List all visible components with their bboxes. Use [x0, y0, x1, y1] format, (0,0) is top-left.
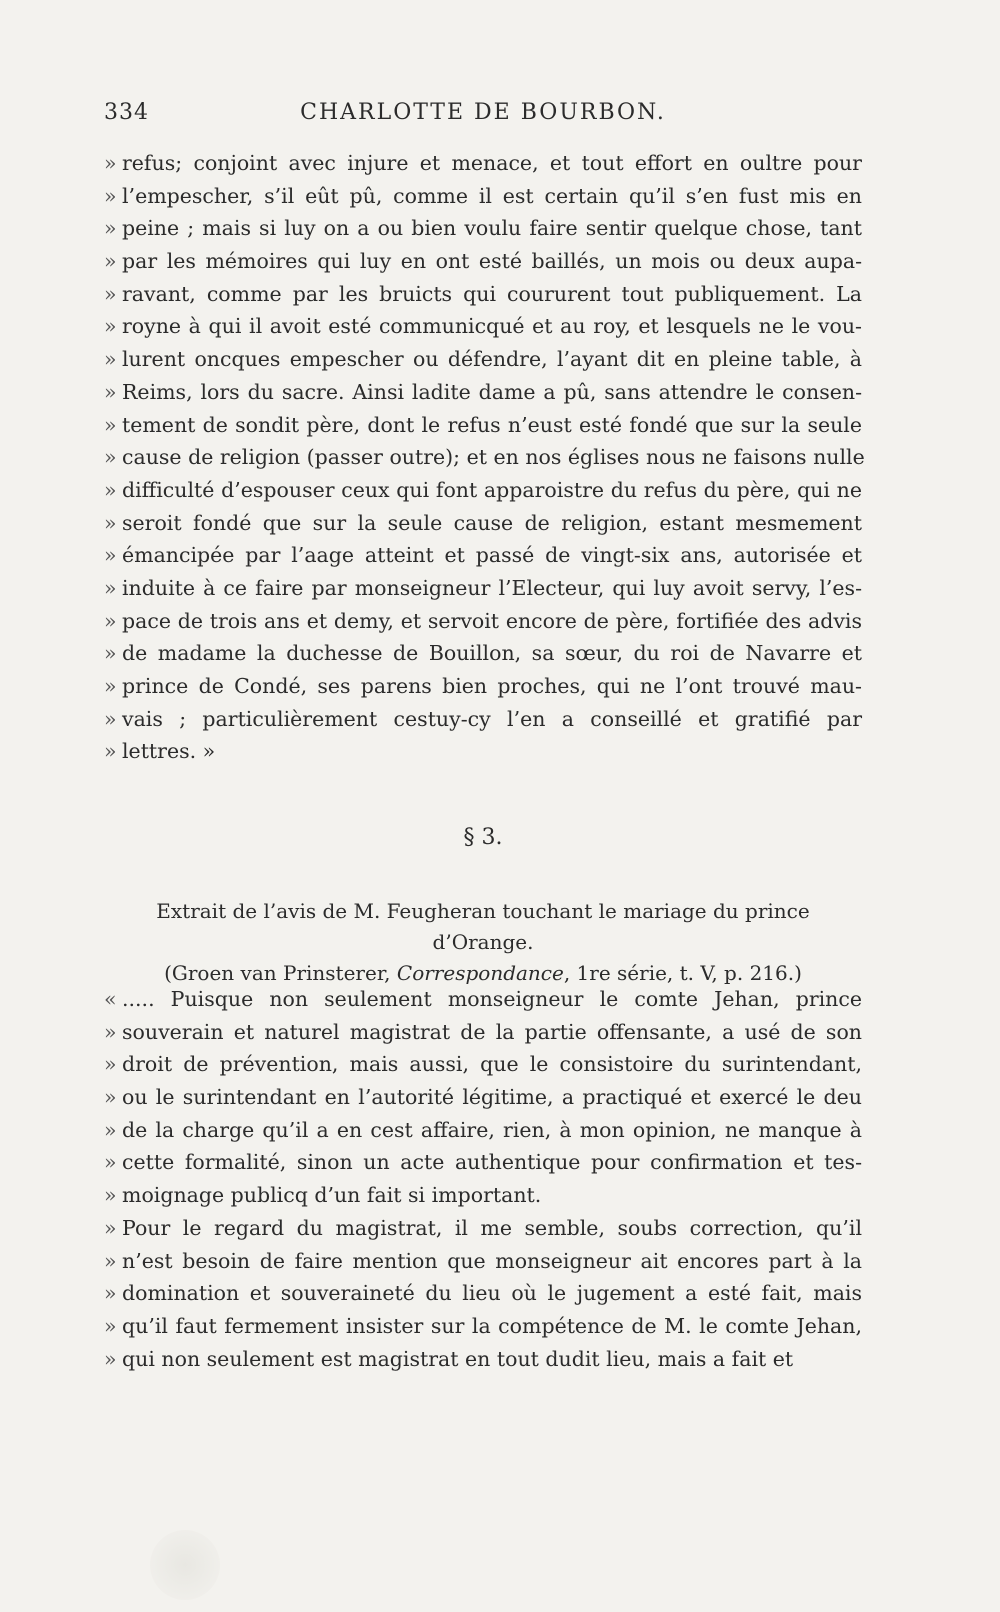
line-text: cause de religion (passer outre); et en nos églises nous ne faisons nulle: [122, 445, 865, 470]
text-line: [104, 735, 862, 768]
quote-mark: »: [104, 1281, 117, 1306]
text-line: [104, 1245, 862, 1278]
quote-mark: »: [104, 249, 117, 274]
text-line: [104, 1081, 862, 1114]
quote-mark: »: [104, 641, 117, 666]
text-line: [104, 1179, 862, 1212]
quote-mark: »: [104, 1052, 117, 1077]
line-text: prince de Condé, ses parens bien proches, qui ne l’ont trouvé mau-: [122, 674, 862, 698]
quoted-passage-1: [104, 147, 865, 768]
quote-mark: »: [104, 1346, 117, 1371]
line-text: Pour le regard du magistrat, il me semble, soubs correction, qu’il: [122, 1215, 862, 1240]
caption-source: (Groen van Prinsterer,: [164, 961, 397, 985]
caption-line-1: Extrait de l’avis de M. Feugheran touchant le mariage du prince d’Orange.: [156, 899, 810, 954]
caption-work-title: Correspondance: [396, 961, 564, 985]
line-text: induite à ce faire par monseigneur l’Electeur, qui luy avoit servy, l’es-: [122, 575, 862, 600]
quote-mark: »: [104, 1313, 117, 1338]
line-text: pace de trois ans et demy, et servoit encore de père, fortifiée des advis: [122, 608, 862, 633]
text-line: [104, 1114, 862, 1147]
text-line: [104, 147, 862, 180]
line-text: ..... Puisque non seulement monseigneur le comte Jehan, prince: [122, 987, 862, 1011]
text-line: [104, 474, 862, 507]
line-text: n’est besoin de faire mention que monseigneur ait encores part à la: [122, 1248, 862, 1273]
line-text: lettres. »: [122, 739, 216, 764]
quote-mark: »: [104, 151, 117, 175]
line-text: ou le surintendant en l’autorité légitime, a practiqué et exercé le deu: [122, 1085, 862, 1110]
quote-mark: »: [104, 739, 117, 764]
paper-stain: [150, 1530, 220, 1600]
quote-mark: »: [104, 1215, 117, 1240]
line-text: royne à qui il avoit esté communicqué et au roy, et lesquels ne le vou-: [122, 314, 862, 339]
text-line: [104, 703, 862, 736]
text-line: [104, 1277, 862, 1310]
quote-mark: »: [104, 1117, 117, 1142]
line-text: l’empescher, s’il eût pû, comme il est certain qu’il s’en fust mis en: [122, 183, 862, 208]
quote-mark: »: [104, 379, 117, 404]
text-line: [104, 539, 862, 572]
line-text: ravant, comme par les bruicts qui coururent tout publiquement. La: [122, 281, 862, 306]
text-line: [104, 670, 862, 703]
text-line: [104, 1310, 862, 1343]
text-line: [104, 1048, 862, 1081]
quote-mark: »: [104, 216, 117, 241]
quote-mark: »: [104, 674, 117, 698]
quote-mark: «: [104, 987, 117, 1011]
quote-mark: »: [104, 183, 117, 208]
line-text: cette formalité, sinon un acte authentique pour confirmation et tes-: [122, 1150, 862, 1175]
quote-mark: »: [104, 1183, 117, 1208]
line-text: lurent oncques empescher ou défendre, l’ayant dit en pleine table, à: [122, 347, 862, 372]
quote-mark: »: [104, 347, 117, 372]
text-line: [104, 605, 862, 638]
line-text: droit de prévention, mais aussi, que le consistoire du surintendant,: [122, 1052, 862, 1077]
text-line: [104, 572, 862, 605]
section-caption: [104, 896, 862, 989]
text-line: [104, 376, 862, 409]
text-line: [104, 310, 862, 343]
quote-mark: »: [104, 1019, 117, 1044]
quote-mark: »: [104, 1085, 117, 1110]
line-text: tement de sondit père, dont le refus n’eust esté fondé que sur la seule: [122, 412, 862, 437]
text-line: [104, 637, 862, 670]
line-text: moignage publicq d’un fait si important.: [122, 1183, 542, 1208]
caption-reference: , 1re série, t. V, p. 216.): [563, 961, 802, 985]
text-line: [104, 441, 865, 474]
line-text: domination et souveraineté du lieu où le jugement a esté fait, mais: [122, 1281, 862, 1306]
line-text: qu’il faut fermement insister sur la compétence de M. le comte Jehan,: [122, 1313, 862, 1338]
line-text: vais ; particulièrement cestuy-cy l’en a conseillé et gratifié par: [122, 706, 862, 731]
quote-mark: »: [104, 1248, 117, 1273]
line-text: émancipée par l’aage atteint et passé de vingt-six ans, autorisée et: [122, 543, 862, 568]
running-header: [104, 100, 862, 136]
quote-mark: »: [104, 575, 117, 600]
running-title: CHARLOTTE DE BOURBON.: [300, 100, 666, 125]
text-line: [104, 507, 862, 540]
quote-mark: »: [104, 510, 117, 535]
text-line: [104, 245, 862, 278]
line-text: de madame la duchesse de Bouillon, sa sœur, du roi de Navarre et: [122, 641, 862, 666]
quote-mark: »: [104, 477, 117, 502]
quote-mark: »: [104, 281, 117, 306]
line-text: seroit fondé que sur la seule cause de religion, estant mesmement: [122, 510, 862, 535]
text-line: [104, 983, 862, 1016]
text-line: [104, 1146, 862, 1179]
quote-mark: »: [104, 445, 117, 470]
line-text: difficulté d’espouser ceux qui font apparoistre du refus du père, qui ne: [122, 477, 862, 502]
text-line: [104, 1343, 862, 1376]
quote-mark: »: [104, 412, 117, 437]
quote-mark: »: [104, 608, 117, 633]
text-line: [104, 278, 862, 311]
line-text: peine ; mais si luy on a ou bien voulu faire sentir quelque chose, tant: [122, 216, 862, 241]
quote-mark: »: [104, 314, 117, 339]
text-line: [104, 343, 862, 376]
section-heading: § 3.: [463, 825, 503, 850]
text-line: [104, 212, 862, 245]
quote-mark: »: [104, 706, 117, 731]
quote-mark: »: [104, 543, 117, 568]
quoted-passage-2: [104, 983, 862, 1375]
line-text: qui non seulement est magistrat en tout dudit lieu, mais a fait et: [122, 1346, 794, 1371]
line-text: par les mémoires qui luy en ont esté baillés, un mois ou deux aupa-: [122, 249, 862, 274]
line-text: refus; conjoint avec injure et menace, et tout effort en oultre pour: [122, 151, 862, 175]
text-line: [104, 1016, 862, 1049]
text-line: [104, 1212, 862, 1245]
quote-mark: »: [104, 1150, 117, 1175]
page-number: 334: [104, 100, 149, 125]
text-line: [104, 180, 862, 213]
line-text: Reims, lors du sacre. Ainsi ladite dame a pû, sans attendre le consen-: [122, 379, 862, 404]
line-text: souverain et naturel magistrat de la partie offensante, a usé de son: [122, 1019, 862, 1044]
text-line: [104, 409, 862, 442]
line-text: de la charge qu’il a en cest affaire, rien, à mon opinion, ne manque à: [122, 1117, 862, 1142]
